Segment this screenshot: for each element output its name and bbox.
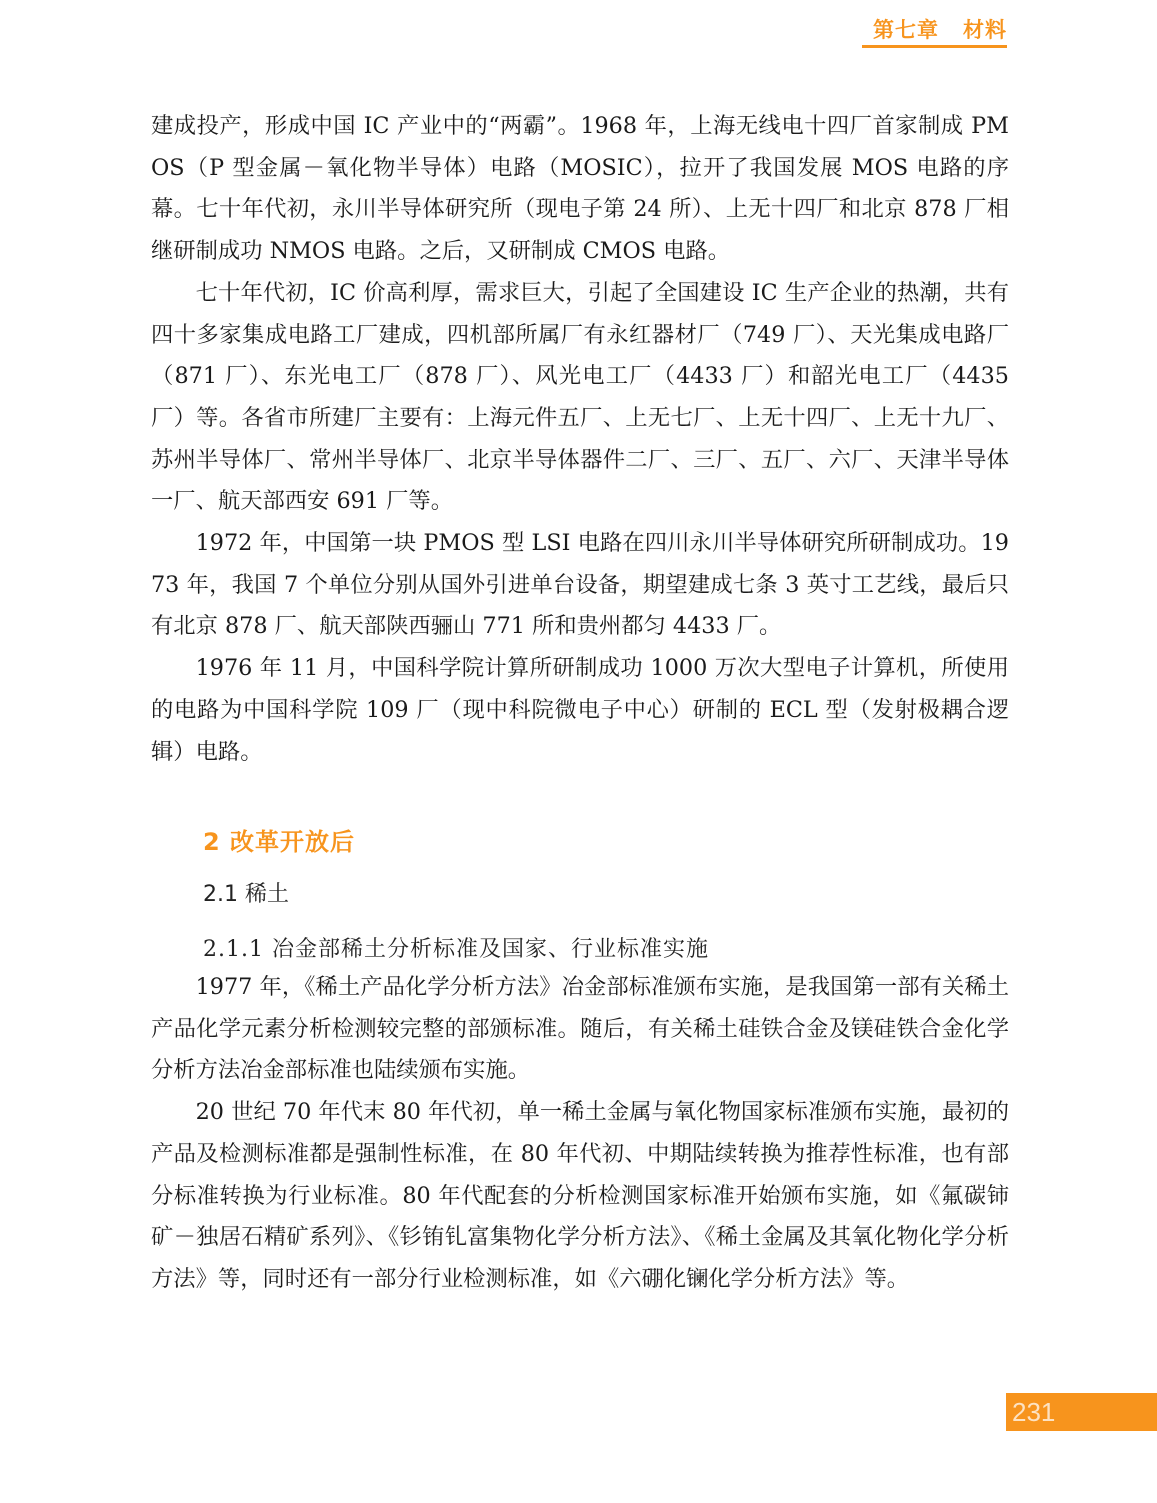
subsection-heading: 2.1 稀土 <box>203 882 289 907</box>
paragraph: 七十年代初，IC 价高利厚，需求巨大，引起了全国建设 IC 生产企业的热潮，共有四十多家集成电路工厂建成，四机部所属厂有永红器材厂（749 厂）、天光集成电路厂（871 厂）、东光电工厂（878 厂）、风光电工厂（4433 厂）和韶光电工厂（4435 厂）等。各省市所建厂主要有：上海元件五厂、上无七厂、上无十四厂、上无十九厂、苏州半导体厂、常州半导体厂、北京半导体器件二厂、三厂、五厂、六厂、天津半导体一厂、航天部西安 691 厂等。 <box>151 279 1009 515</box>
paragraph: 1977 年，《稀土产品化学分析方法》冶金部标准颁布实施，是我国第一部有关稀土产品化学元素分析检测较完整的部颁标准。随后，有关稀土硅铁合金及镁硅铁合金化学分析方法冶金部标准也陆续颁布实施。 <box>151 974 1009 1084</box>
subsubsection-heading: 2.1.1 冶金部稀土分析标准及国家、行业标准实施 <box>203 937 709 962</box>
chapter-title: 材料 <box>963 18 1007 42</box>
paragraph: 1972 年，中国第一块 PMOS 型 LSI 电路在四川永川半导体研究所研制成功。1973 年，我国 7 个单位分别从国外引进单台设备，期望建成七条 3 英寸工艺线，最后只有北京 878 厂、航天部陕西骊山 771 所和贵州都匀 4433 厂。 <box>151 530 1009 640</box>
paragraph: 1976 年 11 月，中国科学院计算所研制成功 1000 万次大型电子计算机，所使用的电路为中国科学院 109 厂（现中科院微电子中心）研制的 ECL 型（发射极耦合逻辑）电路。 <box>151 655 1009 765</box>
header-underline <box>862 45 1007 48</box>
chapter-label: 第七章 <box>873 18 939 42</box>
paragraph-continued: 建成投产，形成中国 IC 产业中的“两霸”。1968 年，上海无线电十四厂首家制成 PMOS（P 型金属－氧化物半导体）电路（MOSIC），拉开了我国发展 MOS 电路的序幕。七十年代初，永川半导体研究所（现电子第 24 所）、上无十四厂和北京 878 厂相继研制成功 NMOS 电路。之后，又研制成 CMOS 电路。 <box>151 113 1009 265</box>
page-number: 231 <box>1012 1397 1056 1427</box>
paragraph: 20 世纪 70 年代末 80 年代初，单一稀土金属与氧化物国家标准颁布实施，最初的产品及检测标准都是强制性标准，在 80 年代初、中期陆续转换为推荐性标准，也有部分标准转换为行业标准。80 年代配套的分析检测国家标准开始颁布实施，如《氟碳铈矿－独居石精矿系列》、《钐铕钆富集物化学分析方法》、《稀土金属及其氧化物化学分析方法》等，同时还有一部分行业检测标准，如《六硼化镧化学分析方法》等。 <box>151 1099 1009 1292</box>
section-body-text <box>151 967 1009 1301</box>
section-heading: 2 改革开放后 <box>203 828 356 856</box>
running-header <box>873 14 1007 44</box>
body-text <box>151 106 1009 773</box>
